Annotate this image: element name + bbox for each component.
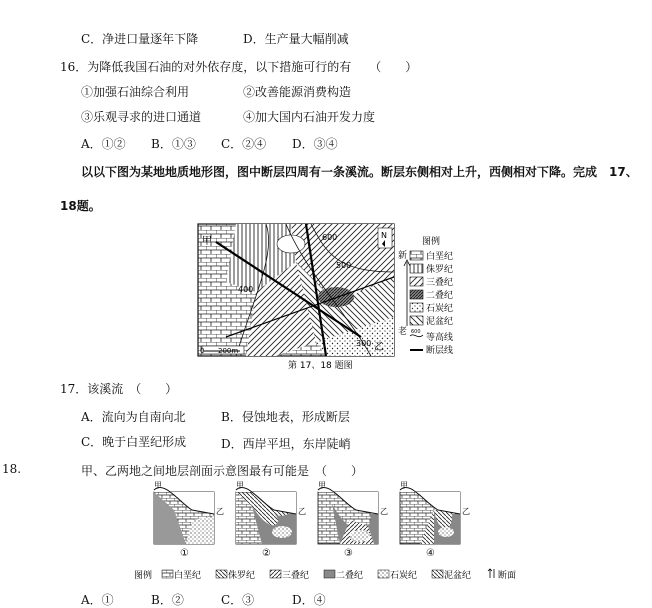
- north-arrow-icon: [378, 228, 392, 248]
- cross-section-figures: [134, 480, 534, 584]
- section-2-label: ②: [262, 548, 271, 559]
- intro-line-1: 以以下图为某地地质地形图，图中断层四周有一条溪流。断层东侧相对上升，西侧相对下降。完成 17、: [81, 165, 638, 179]
- legend-permian: 二叠纪: [426, 291, 454, 301]
- legend-contour: 等高线: [426, 333, 454, 343]
- section-legend-cretaceous: 白垩纪: [174, 571, 202, 581]
- axis-new: 新: [398, 251, 408, 261]
- section-3-label: ③: [344, 548, 353, 559]
- section-1-jia: 甲: [154, 481, 162, 490]
- q18-stem: 甲、乙两地之间地层剖面示意图最有可能是 （ ）: [81, 464, 364, 478]
- intro-line-2: 18题。: [60, 199, 101, 213]
- contour-label-4: 300: [356, 339, 372, 348]
- q17-option-c: C．晚于白垩纪形成: [81, 435, 187, 449]
- legend-fault: 断层线: [426, 346, 454, 356]
- q16-option-a: A．①②: [81, 137, 126, 151]
- section-4-jia: 甲: [400, 481, 408, 490]
- geologic-map-figure: [196, 222, 468, 370]
- section-2: [236, 481, 306, 544]
- q17-option-d: D．西岸平坦，东岸陡峭: [221, 437, 351, 451]
- q16-stem: 16．为降低我国石油的对外依存度，以下措施可行的有 （ ）: [60, 60, 418, 74]
- section-legend-triassic: 三叠纪: [282, 571, 310, 581]
- q15-option-c: C．净进口量逐年下降: [81, 32, 199, 46]
- q16-option-c: C．②④: [221, 137, 267, 151]
- legend-cretaceous: 白垩纪: [426, 252, 454, 262]
- q17-stem: 17．该溪流 （ ）: [60, 382, 178, 396]
- section-3-yi: 乙: [380, 507, 388, 516]
- legend-triassic: 三叠纪: [426, 278, 454, 288]
- scale-bar: [200, 346, 244, 355]
- contour-label-3: 400: [238, 285, 254, 294]
- section-1-label: ①: [180, 548, 189, 559]
- q15-option-d: D．生产量大幅削减: [243, 32, 349, 46]
- section-2-jia: 甲: [236, 481, 244, 490]
- section-4-yi: 乙: [462, 507, 470, 516]
- q16-statement-4: ④加大国内石油开发力度: [243, 110, 376, 124]
- q16-option-d: D．③④: [292, 137, 338, 151]
- section-3: [318, 481, 388, 544]
- section-1-yi: 乙: [216, 507, 224, 516]
- section-legend-jurassic: 侏罗纪: [228, 571, 256, 581]
- scale-label: 200m: [218, 347, 239, 355]
- scale-zero: 0: [200, 347, 205, 355]
- q16-statement-2: ②改善能源消费构造: [243, 85, 352, 99]
- map-legend: [410, 235, 453, 356]
- legend-jurassic: 侏罗纪: [426, 265, 454, 275]
- section-legend-title: 图例: [134, 571, 153, 581]
- q17-option-a: A．流向为自南向北: [81, 410, 186, 424]
- q16-option-b: B．①③: [151, 137, 196, 151]
- legend-carboniferous: 石炭纪: [426, 304, 454, 314]
- svg-text:N: N: [381, 231, 387, 240]
- map-place-yi: 乙: [374, 342, 384, 353]
- section-4: [400, 481, 470, 544]
- section-4-label: ④: [426, 548, 435, 559]
- section-1: [154, 481, 224, 544]
- q17-option-b: B．侵蚀地表，形成断层: [221, 410, 350, 424]
- q18-option-a: A．①: [81, 593, 114, 607]
- fault-symbol-icon: [488, 569, 494, 578]
- legend-contour-sample: 600: [411, 329, 421, 335]
- contour-label-2: 500: [336, 261, 352, 270]
- section-3-jia: 甲: [318, 481, 326, 490]
- q18-number: 18.: [2, 462, 22, 476]
- legend-title: 图例: [422, 237, 441, 247]
- section-legend-fault: 断面: [498, 571, 517, 581]
- section-legend-devonian: 泥盆纪: [444, 571, 472, 581]
- section-legend-permian: 二叠纪: [336, 571, 364, 581]
- contour-label-1: 600: [322, 233, 338, 242]
- q18-option-c: C．③: [221, 593, 255, 607]
- map-place-jia: 甲: [202, 236, 212, 247]
- q16-statement-3: ③乐观寻求的进口通道: [81, 110, 202, 124]
- legend-devonian: 泥盆纪: [426, 317, 454, 327]
- map-body: [198, 224, 394, 356]
- section-legend: [134, 569, 516, 581]
- q18-option-b: B．②: [151, 593, 184, 607]
- section-2-yi: 乙: [298, 507, 306, 516]
- section-legend-carboniferous: 石炭纪: [390, 571, 418, 581]
- q16-statement-1: ①加强石油综合利用: [81, 85, 190, 99]
- axis-old: 老: [398, 327, 408, 337]
- q18-option-d: D．④: [292, 593, 326, 607]
- map-caption: 第 17、18 题图: [288, 361, 353, 370]
